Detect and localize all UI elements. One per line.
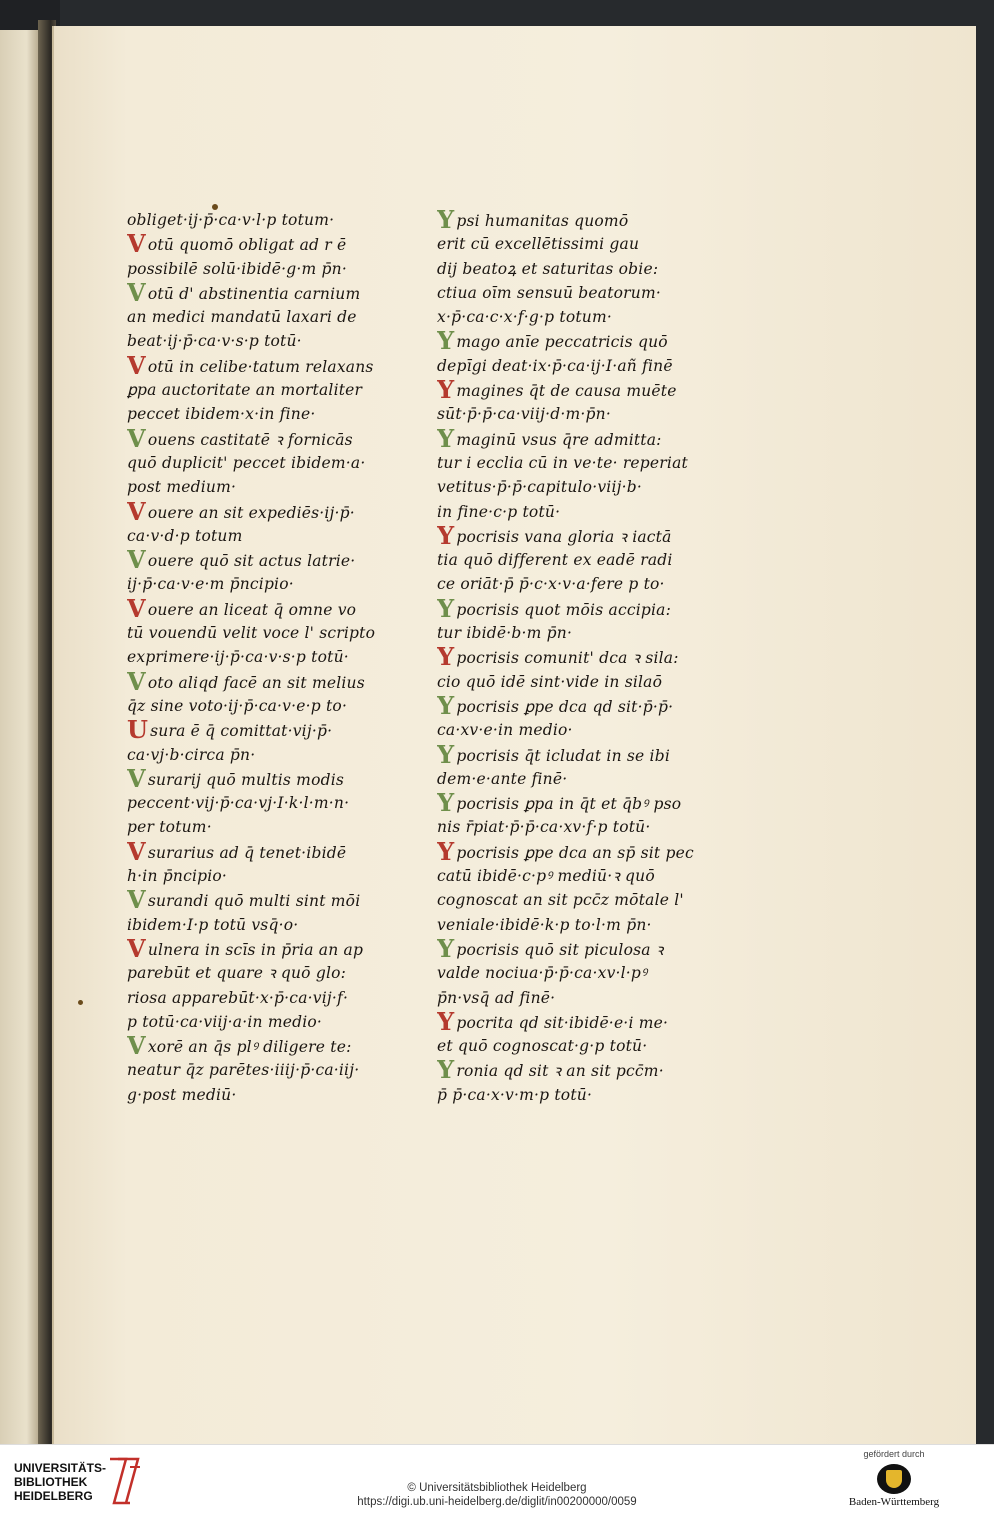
text-line xyxy=(437,986,737,1010)
line-text: erit cū excellētissimi gau xyxy=(437,235,640,254)
line-text: depīgi deat·ix·p̄·ca·ij·I·añ finē xyxy=(437,356,673,375)
text-line xyxy=(127,524,427,548)
text-line xyxy=(127,645,427,669)
line-text: pocrisis quot mōis accipia: xyxy=(456,600,672,619)
rubricated-initial: Y xyxy=(437,523,455,549)
rubricated-initial: V xyxy=(127,936,146,962)
line-text: post medium· xyxy=(127,478,237,497)
rubricated-initial: Y xyxy=(437,596,455,622)
text-line xyxy=(437,232,737,256)
line-text: pocrisis quō sit piculosa ꝛ xyxy=(456,940,664,959)
text-line xyxy=(127,1034,427,1058)
line-text: ulnera in scīs in p̄ria an ap xyxy=(147,940,364,959)
manuscript-page xyxy=(52,26,976,1444)
line-text: psi humanitas quomō xyxy=(456,212,629,230)
text-column-left xyxy=(127,208,427,1107)
text-line xyxy=(127,208,427,232)
text-line xyxy=(437,767,737,791)
line-text: ouere an sit expediēs·ij·p̄· xyxy=(147,503,355,522)
ink-spot xyxy=(212,204,218,210)
line-text: surandi quō multi sint mōi xyxy=(147,892,361,911)
line-text: ca·vj·b·circa p̄n· xyxy=(127,745,256,764)
line-text: cio quō idē sint·vide in silaō xyxy=(437,672,663,691)
line-text: per totum· xyxy=(127,818,212,837)
line-text: ronia qd sit ꝛ an sit pcc̄m· xyxy=(456,1062,664,1081)
text-line xyxy=(437,572,737,596)
text-line xyxy=(437,864,737,888)
text-line xyxy=(127,888,427,912)
text-line xyxy=(127,840,427,864)
text-line xyxy=(127,305,427,329)
line-text: pocrisis q̄t icludat in se ibi xyxy=(456,746,670,765)
line-text: ouens castitatē ꝛ fornicās xyxy=(147,430,353,449)
text-line xyxy=(127,548,427,572)
line-text: h·in p̄ncipio· xyxy=(127,867,228,886)
line-text: ca·xv·e·in medio· xyxy=(437,721,573,740)
line-text: ce oriāt·p̄ p̄·c·x·v·a·fere p to· xyxy=(437,575,665,594)
text-line xyxy=(127,1058,427,1082)
text-line xyxy=(127,281,427,305)
text-line xyxy=(437,1083,737,1107)
line-text: pocrisis ꝑpa in q̄t et q̄bꝰ pso xyxy=(456,795,682,814)
line-text: x·p̄·ca·c·x·f·g·p totum· xyxy=(437,308,613,327)
line-text: dem·e·ante finē· xyxy=(437,769,568,788)
permalink[interactable]: https://digi.ub.uni-heidelberg.de/diglit/in00200000/0059 xyxy=(357,1496,637,1508)
text-line xyxy=(127,791,427,815)
line-text: ouere quō sit actus latrie· xyxy=(147,552,356,571)
line-text: ca·v·d·p totum xyxy=(127,526,243,545)
text-line xyxy=(437,888,737,912)
text-line xyxy=(437,645,737,669)
text-line xyxy=(437,402,737,426)
rubricated-initial: Y xyxy=(437,839,455,865)
line-text: otū in celibe·tatum relaxans xyxy=(147,357,374,376)
rubricated-initial: V xyxy=(127,353,146,379)
line-text: valde nociua·p̄·p̄·ca·xv·l·pꝰ xyxy=(437,964,648,983)
rubricated-initial: Y xyxy=(437,791,455,816)
text-line xyxy=(437,670,737,694)
rubricated-initial: V xyxy=(127,888,146,913)
line-text: in fine·c·p totū· xyxy=(437,502,561,521)
text-line xyxy=(127,670,427,694)
line-text: possibilē solū·ibidē·g·m p̄n· xyxy=(127,259,347,278)
text-line xyxy=(127,913,427,937)
text-line xyxy=(437,597,737,621)
text-line xyxy=(437,329,737,353)
text-line xyxy=(437,621,737,645)
line-text: xorē an q̄s plꝰ diligere te: xyxy=(147,1038,352,1057)
text-line xyxy=(127,743,427,767)
line-text: ouere an liceat q̄ omne vo xyxy=(147,600,357,619)
line-text: sura ē q̄ comittat·vij·p̄· xyxy=(150,722,333,741)
text-line xyxy=(127,1010,427,1034)
text-line xyxy=(127,257,427,281)
line-text: g·post mediū· xyxy=(127,1085,237,1104)
line-text: vetitus·p̄·p̄·capitulo·viij·b· xyxy=(437,478,642,497)
line-text: maginū vsus q̄re admitta: xyxy=(456,430,662,449)
line-text: ij·p̄·ca·v·e·m p̄ncipio· xyxy=(127,575,294,594)
rubricated-initial: V xyxy=(127,766,146,792)
text-line xyxy=(437,354,737,378)
line-text: an medici mandatū laxari de xyxy=(127,308,357,327)
text-line xyxy=(127,354,427,378)
text-line xyxy=(437,305,737,329)
rubricated-initial: Y xyxy=(437,742,455,767)
text-line xyxy=(127,621,427,645)
rubricated-initial: U xyxy=(127,718,149,743)
rubricated-initial: Y xyxy=(437,1009,455,1035)
line-text: tur ibidē·b·m p̄n· xyxy=(437,624,573,643)
rubricated-initial: V xyxy=(127,596,146,622)
rubricated-initial: V xyxy=(127,426,146,451)
line-text: p totū·ca·viij·a·in medio· xyxy=(127,1012,323,1031)
line-text: magines q̄t de causa muēte xyxy=(456,382,677,401)
line-text: pocrisis vana gloria ꝛ iactā xyxy=(456,527,672,546)
rubricated-initial: V xyxy=(127,1034,146,1059)
text-line xyxy=(127,864,427,888)
line-text: veniale·ibidē·k·p to·l·m p̄n· xyxy=(437,915,652,934)
text-line xyxy=(127,961,427,985)
rubricated-initial: V xyxy=(127,280,146,306)
line-text: oto aliqd facē an sit melius xyxy=(147,673,365,692)
line-text: tur i ecclia cū in ve·te· reperiat xyxy=(437,453,688,472)
library-name-line: UNIVERSITÄTS- xyxy=(14,1461,107,1475)
library-name-line: HEIDELBERG xyxy=(14,1489,93,1503)
sponsor-name: Baden-Württemberg xyxy=(848,1496,940,1508)
rubricated-initial: Y xyxy=(437,936,455,962)
line-text: ctiua oīm sensuū beatorum· xyxy=(437,283,662,302)
line-text: p̄ p̄·ca·x·v·m·p totū· xyxy=(437,1085,593,1104)
sponsor-label: gefördert durch xyxy=(863,1449,925,1459)
previous-page-edge xyxy=(0,30,38,1444)
text-line xyxy=(127,937,427,961)
text-line xyxy=(437,524,737,548)
text-line xyxy=(437,743,737,767)
text-line xyxy=(437,500,737,524)
rubricated-initial: Y xyxy=(437,693,455,719)
library-name-line: BIBLIOTHEK xyxy=(14,1475,88,1489)
line-text: parebūt et quare ꝛ quō glo: xyxy=(127,964,347,983)
text-line xyxy=(127,378,427,402)
text-line xyxy=(437,791,737,815)
text-line xyxy=(437,451,737,475)
line-text: beat·ij·p̄·ca·v·s·p totū· xyxy=(127,332,302,351)
text-line xyxy=(437,1034,737,1058)
line-text: pocrisis comunit' dca ꝛ sila: xyxy=(456,649,679,668)
text-line xyxy=(127,718,427,742)
line-text: peccet ibidem·x·in fine· xyxy=(127,405,316,424)
text-line xyxy=(437,840,737,864)
rubricated-initial: V xyxy=(127,548,146,573)
text-line xyxy=(127,451,427,475)
text-line xyxy=(437,281,737,305)
line-text: neatur q̄z parētes·iiij·p̄·ca·iij· xyxy=(127,1061,360,1080)
rubricated-initial: V xyxy=(127,499,146,524)
line-text: otū d' abstinentia carnium xyxy=(147,284,361,303)
rubricated-initial: V xyxy=(127,232,146,257)
text-line xyxy=(437,718,737,742)
line-text: surarius ad q̄ tenet·ibidē xyxy=(147,843,347,862)
footer-bar xyxy=(0,1444,994,1516)
text-line xyxy=(127,402,427,426)
text-line xyxy=(437,937,737,961)
text-line xyxy=(437,548,737,572)
text-line xyxy=(127,572,427,596)
text-line xyxy=(437,1058,737,1082)
text-column-right xyxy=(437,208,737,1107)
text-line xyxy=(127,597,427,621)
text-line xyxy=(127,329,427,353)
rubricated-initial: Y xyxy=(437,426,455,451)
line-text: peccent·vij·p̄·ca·vj·I·k·l·m·n· xyxy=(127,794,350,813)
ink-spot xyxy=(78,1000,83,1005)
text-line xyxy=(437,913,737,937)
line-text: quō duplicit' peccet ibidem·a· xyxy=(127,453,366,472)
line-text: pocrisis ꝑpe dca an sp̄ sit pec xyxy=(456,843,694,862)
text-line xyxy=(437,257,737,281)
line-text: nis r̄piat·p̄·p̄·ca·xv·f·p totū· xyxy=(437,818,651,837)
text-line xyxy=(437,475,737,499)
text-line xyxy=(127,475,427,499)
copyright-text: © Universitätsbibliothek Heidelberg xyxy=(407,1482,587,1494)
line-text: et quō cognoscat·g·p totū· xyxy=(437,1037,648,1056)
line-text: surarij quō multis modis xyxy=(147,770,345,789)
line-text: sūt·p̄·p̄·ca·viij·d·m·p̄n· xyxy=(437,405,611,424)
line-text: riosa apparebūt·x·p̄·ca·vij·f· xyxy=(127,988,349,1007)
line-text: exprimere·ij·p̄·ca·v·s·p totū· xyxy=(127,648,349,667)
line-text: obliget·ij·p̄·ca·v·l·p totum· xyxy=(127,211,335,229)
text-line xyxy=(127,767,427,791)
rubricated-initial: Y xyxy=(437,645,455,670)
text-line xyxy=(127,815,427,839)
state-crest-icon xyxy=(877,1464,911,1494)
text-line xyxy=(127,427,427,451)
text-line xyxy=(437,378,737,402)
rubricated-initial: Y xyxy=(437,378,455,403)
rubricated-initial: V xyxy=(127,839,146,865)
sponsor-block xyxy=(834,1449,954,1508)
line-text: dij beatoꝝ et saturitas obie: xyxy=(437,259,659,278)
line-text: pocrisis ꝑpe dca qd sit·p̄·p̄· xyxy=(456,697,674,716)
line-text: catū ibidē·c·pꝰ mediū·ꝛ quō xyxy=(437,867,655,886)
line-text: ꝑpa auctoritate an mortaliter xyxy=(127,381,363,400)
rubricated-initial: Y xyxy=(437,1058,455,1083)
line-text: tū vouendū velit voce l' scripto xyxy=(127,624,376,643)
text-line xyxy=(437,1010,737,1034)
line-text: p̄n·vsq̄ ad finē· xyxy=(437,988,556,1007)
text-line xyxy=(437,427,737,451)
text-line xyxy=(127,986,427,1010)
text-line xyxy=(437,694,737,718)
text-line xyxy=(127,694,427,718)
text-line xyxy=(437,961,737,985)
line-text: cognoscat an sit pcc̄z mōtale l' xyxy=(437,891,684,910)
line-text: ibidem·I·p totū vsq̄·o· xyxy=(127,915,299,934)
rubricated-initial: Y xyxy=(437,329,455,354)
line-text: mago anīe peccatricis quō xyxy=(456,333,668,352)
line-text: tia quō different ex eadē radi xyxy=(437,551,673,570)
text-line xyxy=(127,500,427,524)
line-text: q̄z sine voto·ij·p̄·ca·v·e·p to· xyxy=(127,696,348,715)
text-line xyxy=(437,208,737,232)
line-text: otū quomō obligat ad r ē xyxy=(147,236,347,255)
text-line xyxy=(127,232,427,256)
line-text: pocrita qd sit·ibidē·e·i me· xyxy=(456,1013,669,1032)
rubricated-initial: V xyxy=(127,669,146,694)
rubricated-initial: Y xyxy=(437,208,455,233)
text-line xyxy=(437,815,737,839)
text-line xyxy=(127,1083,427,1107)
